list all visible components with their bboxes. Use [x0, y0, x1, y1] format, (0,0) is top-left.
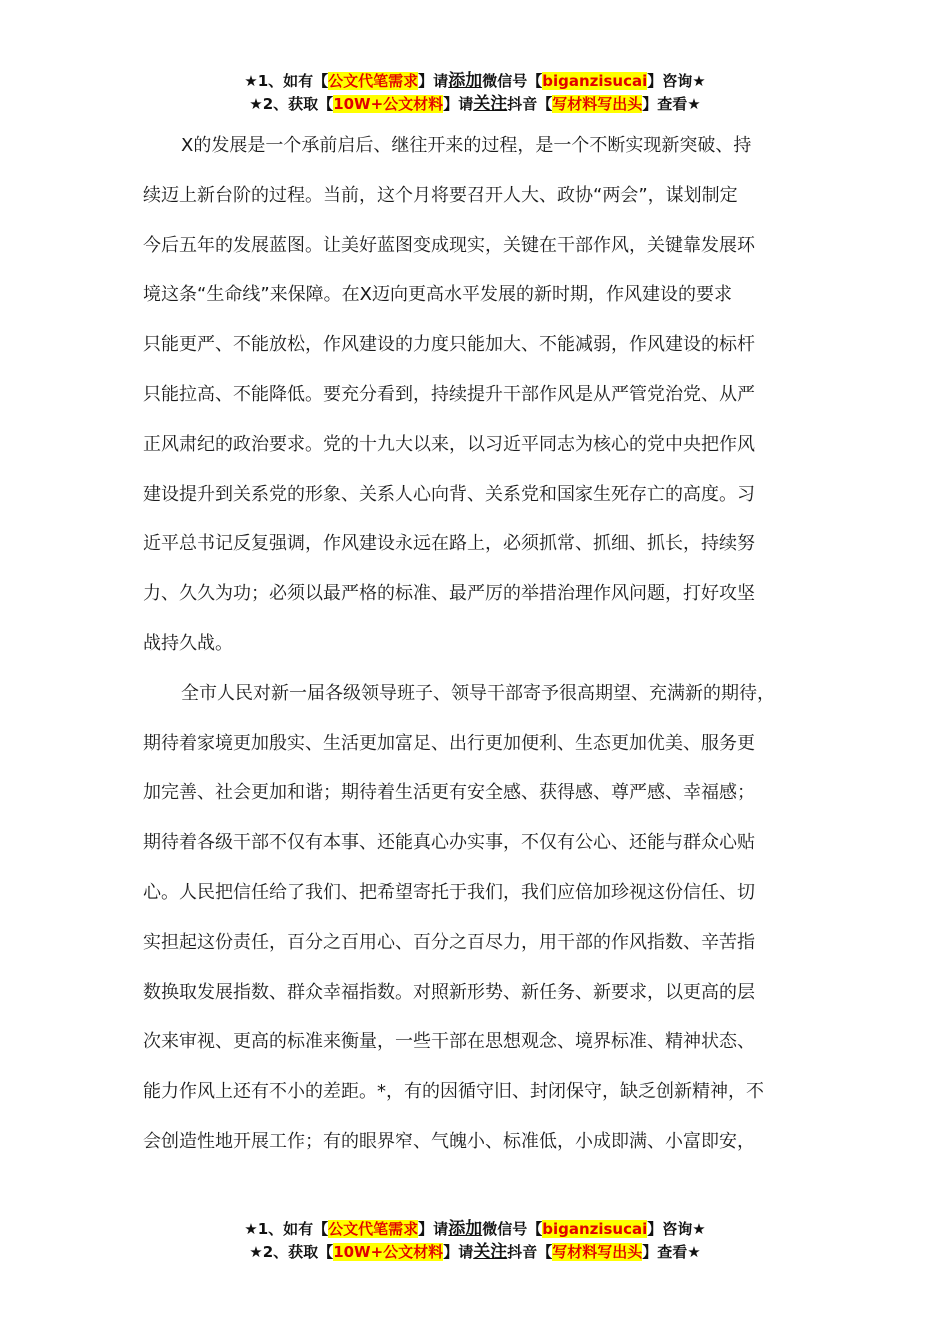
header-line-2-suffix: 】查看★: [642, 95, 701, 113]
paragraph-2-line-9: 能力作风上还有不小的差距。*，有的因循守旧、封闭保守，缺乏创新精神，不: [143, 1081, 764, 1103]
paragraph-1-line-2: 续迈上新台阶的过程。当前，这个月将要召开人大、政协“两会”，谋划制定: [143, 184, 738, 206]
paragraph-1-line-7: 正风肃纪的政治要求。党的十九大以来，以习近平同志为核心的党中央把作风: [143, 433, 755, 455]
document-body: [143, 121, 813, 1167]
paragraph-2-line-3: 加完善、社会更加和谐；期待着生活更有安全感、获得感、尊严感、幸福感；: [143, 782, 755, 804]
paragraph-1-line-1: X的发展是一个承前启后、继往开来的过程，是一个不断实现新突破、持: [181, 135, 752, 156]
paragraph-2-line-1: 全市人民对新一届各级领导班子、领导干部寄予很高期望、充满新的期待，: [181, 682, 775, 704]
footer-line-1-highlight-service: 公文代笔需求: [328, 1220, 419, 1238]
paragraph-2-line-5: 心。人民把信任给了我们、把希望寄托于我们，我们应倍加珍视这份信任、切: [143, 881, 755, 903]
header-line-2-mid-2: 抖音【: [507, 95, 553, 113]
footer-line-2: [0, 1241, 950, 1264]
paragraph-1-line-3: 今后五年的发展蓝图。让美好蓝图变成现实，关键在干部作风，关键靠发展环: [143, 234, 755, 256]
paragraph-2-line-6: 实担起这份责任，百分之百用心、百分之百尽力，用干部的作风指数、辛苦指: [143, 931, 755, 953]
header-line-1-highlight-wechat-id: biganzisucai: [542, 72, 648, 90]
paragraph-2-line-7: 数换取发展指数、群众幸福指数。对照新形势、新任务、新要求，以更高的层: [143, 981, 755, 1003]
header-line-1-emphasis: 添加: [448, 71, 483, 91]
header-line-1: [0, 70, 950, 93]
paragraph-1-line-9: 近平总书记反复强调，作风建设永远在路上，必须抓常、抓细、抓长，持续努: [143, 533, 755, 555]
paragraph-1-line-4: 境这条“生命线”来保障。在X迈向更高水平发展的新时期，作风建设的要求: [143, 284, 732, 306]
footer-line-1-mid: 】请: [418, 1220, 449, 1238]
footer-line-2-highlight-materials: 10W+公文材料: [333, 1243, 444, 1261]
footer-line-2-mid-2: 抖音【: [507, 1243, 553, 1261]
footer-line-1-suffix: 】咨询★: [647, 1220, 706, 1238]
header-line-2-prefix: ★2、获取【: [249, 95, 334, 113]
header-line-1-suffix: 】咨询★: [647, 72, 706, 90]
paragraph-2-line-8: 次来审视、更高的标准来衡量，一些干部在思想观念、境界标准、精神状态、: [143, 1031, 755, 1053]
paragraph-2-line-2: 期待着家境更加殷实、生活更加富足、出行更加便利、生态更加优美、服务更: [143, 732, 755, 754]
paragraph-1-line-11: 战持久战。: [143, 632, 233, 654]
footer-line-2-prefix: ★2、获取【: [249, 1243, 334, 1261]
header-line-2-emphasis: 关注: [473, 94, 508, 114]
paragraph-2-line-10: 会创造性地开展工作；有的眼界窄、气魄小、标准低，小成即满、小富即安，: [143, 1130, 755, 1152]
footer-line-1-mid-2: 微信号【: [482, 1220, 543, 1238]
paragraph-1-line-8: 建设提升到关系党的形象、关系人心向背、关系党和国家生死存亡的高度。习: [143, 483, 755, 505]
header-line-2: [0, 93, 950, 116]
footer-line-2-highlight-douyin-account: 写材料写出头: [552, 1243, 643, 1261]
footer-line-1-prefix: ★1、如有【: [244, 1220, 329, 1238]
paragraph-1-line-10: 力、久久为功；必须以最严格的标准、最严厉的举措治理作风问题，打好攻坚: [143, 583, 755, 605]
footer-line-2-emphasis: 关注: [473, 1242, 508, 1262]
paragraph-1-line-6: 只能拉高、不能降低。要充分看到，持续提升干部作风是从严管党治党、从严: [143, 383, 755, 405]
footer-line-2-suffix: 】查看★: [642, 1243, 701, 1261]
header-line-2-highlight-materials: 10W+公文材料: [333, 95, 444, 113]
header-banner: [0, 70, 950, 116]
paragraph-2-line-4: 期待着各级干部不仅有本事、还能真心办实事，不仅有公心、还能与群众心贴: [143, 832, 755, 854]
header-line-1-mid-2: 微信号【: [482, 72, 543, 90]
header-line-1-prefix: ★1、如有【: [244, 72, 329, 90]
header-line-1-mid: 】请: [418, 72, 449, 90]
paragraph-1-line-5: 只能更严、不能放松，作风建设的力度只能加大、不能减弱，作风建设的标杆: [143, 334, 755, 356]
footer-line-1-highlight-wechat-id: biganzisucai: [542, 1220, 648, 1238]
footer-line-1: [0, 1218, 950, 1241]
header-line-2-mid: 】请: [443, 95, 474, 113]
footer-line-2-mid: 】请: [443, 1243, 474, 1261]
footer-banner: [0, 1218, 950, 1264]
header-line-2-highlight-douyin-account: 写材料写出头: [552, 95, 643, 113]
footer-line-1-emphasis: 添加: [448, 1219, 483, 1239]
header-line-1-highlight-service: 公文代笔需求: [328, 72, 419, 90]
